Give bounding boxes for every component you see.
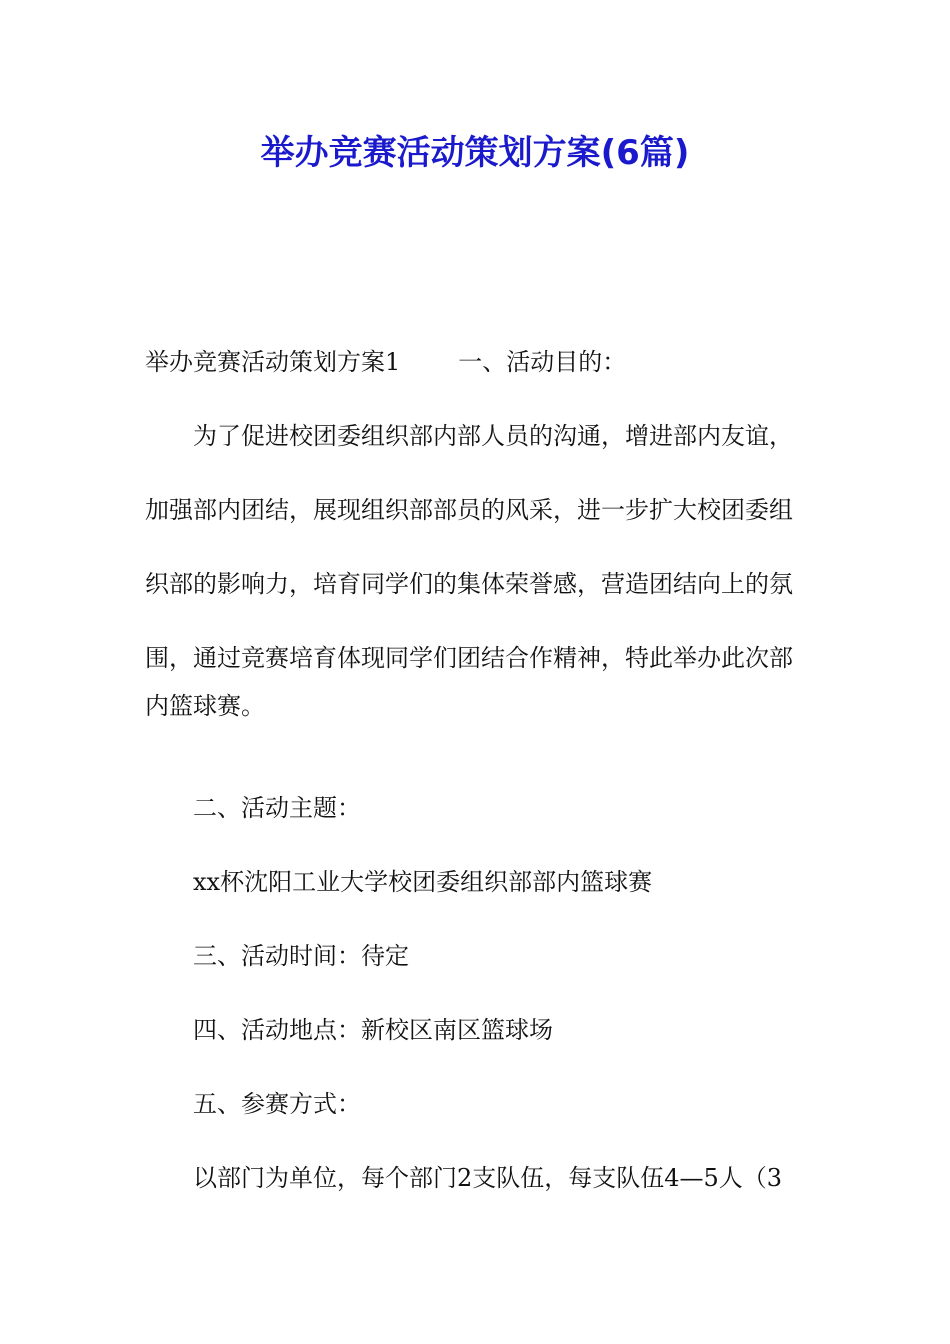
document-title: 举办竞赛活动策划方案(6篇)	[260, 133, 690, 173]
place-line: 四、活动地点：新校区南区篮球场	[193, 1016, 553, 1044]
purpose-heading: 一、活动目的：	[458, 348, 627, 376]
purpose-paragraph-line: 内篮球赛。	[145, 692, 265, 720]
purpose-paragraph-line: 织部的影响力，培育同学们的集体荣誉感，营造团结向上的氛	[145, 570, 793, 598]
section-intro-line	[145, 344, 626, 380]
time-line: 三、活动时间：待定	[193, 942, 409, 970]
plan-label: 举办竞赛活动策划方案1	[145, 348, 401, 376]
purpose-paragraph-line: 围，通过竞赛培育体现同学们团结合作精神，特此举办此次部	[145, 644, 793, 672]
method-heading: 五、参赛方式：	[193, 1090, 361, 1118]
purpose-paragraph-line: 为了促进校团委组织部内部人员的沟通，增进部内友谊，	[193, 422, 793, 450]
purpose-paragraph-line: 加强部内团结，展现组织部部员的风采，进一步扩大校团委组	[145, 496, 793, 524]
theme-text: xx杯沈阳工业大学校团委组织部部内篮球赛	[193, 868, 653, 896]
theme-heading: 二、活动主题：	[193, 794, 361, 822]
method-text: 以部门为单位，每个部门2支队伍，每支队伍4—5人（3	[193, 1164, 783, 1192]
